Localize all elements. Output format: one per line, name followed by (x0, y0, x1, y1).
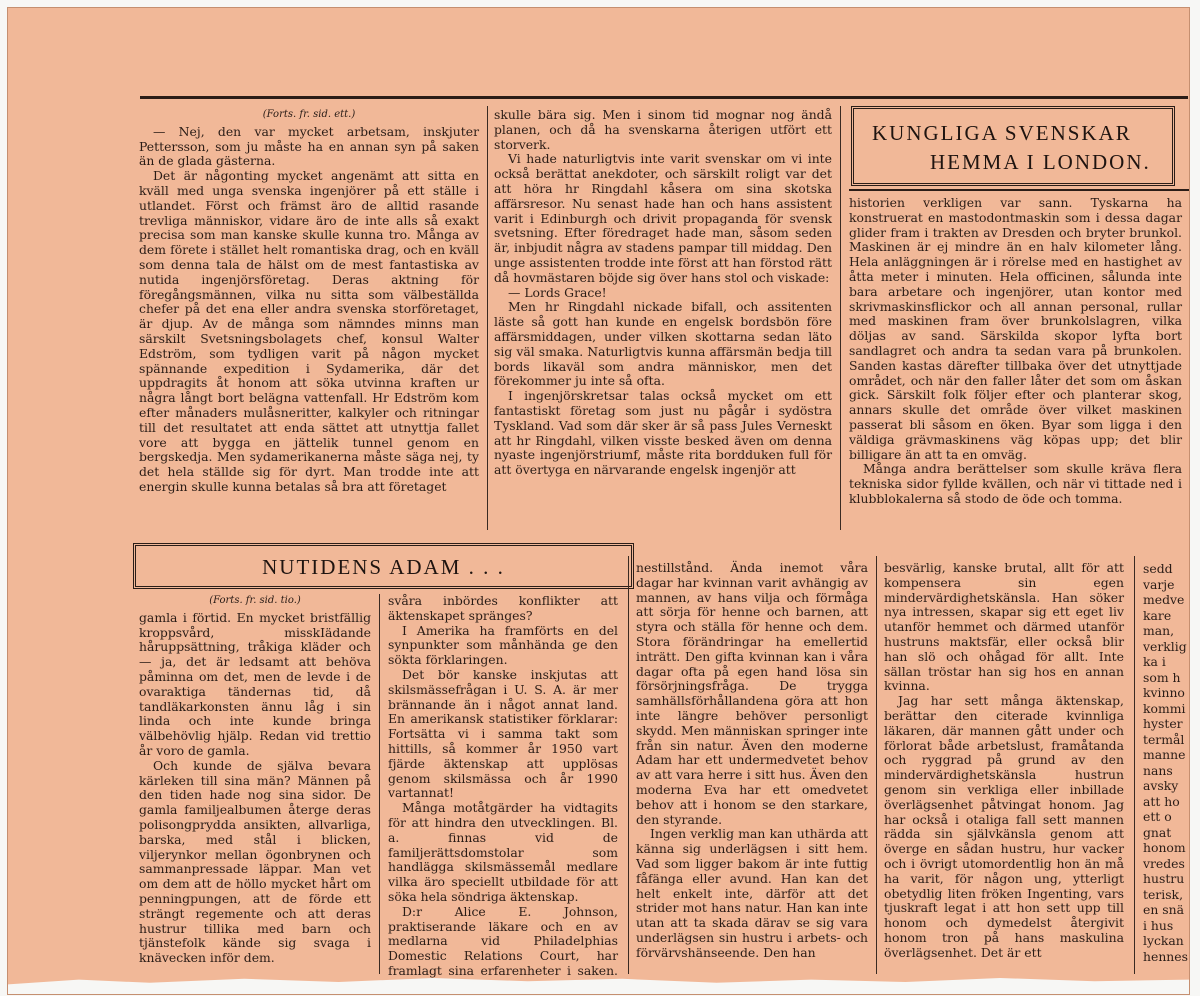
column-divider (628, 556, 629, 974)
paragraph: svåra inbördes konflikter att äktenskapet spränges? (388, 593, 618, 623)
paragraph: D:r Alice E. Johnson, praktiserande läkare och en av medlarna vid Philadelphias Domestic Relations Court, har framlagt sina erfarenheter i saken. (388, 903, 618, 978)
headline-kungliga-svenskar (851, 106, 1175, 186)
fragment-line: sedd (1143, 561, 1173, 576)
torn-edge (8, 978, 1189, 994)
adam-column-3 (636, 561, 868, 968)
top-article-column-2 (494, 108, 832, 528)
london-article-column (849, 196, 1182, 536)
paragraph: besvärlig, kanske brutal, allt för att kompensera sin egen mindervärdighetskänsla. Han söker nya intressen, skapar sig ett eget liv utanför hemmet och därmed utanför hustruns maktsfär, eller också blir han slö och ohågad för allt. Inte sällan tröstar han sig hos en annan kvinna. (884, 560, 1124, 694)
headline-line-2: HEMMA I LONDON. (930, 150, 1151, 174)
fragment-line: hyster (1143, 716, 1183, 731)
fragment-line: nans (1143, 762, 1173, 778)
fragment-line: terisk, (1143, 886, 1184, 902)
headline-line-1: KUNGLIGA SVENSKAR (872, 121, 1132, 145)
fragment-line: lyckan (1143, 933, 1184, 948)
fragment-line: kare (1143, 607, 1172, 623)
top-rule (140, 96, 1188, 99)
fragment-line: som h (1143, 669, 1181, 685)
top-article-column-1 (139, 108, 479, 528)
paragraph: Jag har sett många äktenskap, berättar den citerade kvinnliga läkaren, där mannen gått under och förlorat både arbetslust, framåtanda och ryggrad på grund av den mindervärdighetskänsla hustrun genom sin verkliga eller inbillade överlägsenhet påtvingat honom. Jag har också i otaliga fall sett mannen rädda sin självkänsla genom att överge en sådan hustru, hur vacker och i övrigt utomordentlig hon än må ha varit, för någon ung, ytterligt obetydlig liten fröken Ingenting, vars tjuskraft legat i att hon sett upp till honom och dymedelst återgivit honom tron på hans maskulina överlägsenhet. Det är ett (884, 693, 1124, 960)
fragment-line: man, (1143, 623, 1175, 638)
fragment-line: en snä (1143, 902, 1184, 917)
fragment-line: hennes (1143, 948, 1188, 964)
paragraph: — Nej, den var mycket arbetsam, inskjuter Pettersson, som ju måste ha en annan syn på saken än de glada gästerna. (139, 123, 479, 169)
headline-nutidens-adam (133, 543, 634, 589)
continuation-note: (Forts. fr. sid. ett.) (262, 109, 356, 120)
fragment-line: hustru (1143, 871, 1185, 886)
paragraph: Ingen verklig man kan uthärda att känna sig underlägsen i sitt hem. Vad som ligger bakom är inte futtig fåfänga eller avund. Han kan det helt enkelt inte, därför att det strider mot hans natur. Han kan inte utan att ta skada därav se sig vara underlägsen sin hustru i arbets- och förvärvshänseende. Den han (636, 826, 868, 960)
fragment-line: ka i (1143, 654, 1166, 669)
paragraph: Många andra berättelser som skulle kräva flera tekniska sidor fyllde kvällen, och när vi tittade ned i klubblokalerna så stodo de öde och tomma. (849, 461, 1182, 506)
paragraph: Men hr Ringdahl nickade bifall, och assitenten läste så gott han kunde en engelsk bordsbön före affärsmiddagen, under vilken skottarna sedan läto sig väl smaka. Naturligtvis kunna affärsmän bedja till bords likaväl som andra människor, men det förekommer ju inte så ofta. (494, 299, 832, 389)
paragraph: historien verkligen var sann. Tyskarna ha konstruerat en mastodontmaskin som i dessa dagar glider fram i trakten av Dresden och bryter brunkol. Maskinen är ej mindre än en halv kilometer lång. Hela anläggningen är i rörelse med en hastighet av åtta meter i minuten. Hela officinen, sålunda inte bara arbetare och ingenjörer, utan kontor med skrivmaskinsflickor och all annan personal, rullar med maskinen fram över brunkolslagren, vilka döljas av sand. Särskilda skopor lyfta bort sandlagret och andra ta sedan vara på brunkolen. Sanden kastas därefter tillbaka över det utnyttjade området, och när den faller låter det som om åskan gick. Särskilt folk följer efter och planterar skog, annars skulle det område över vilket maskinen passerat bli såsom en öken. Byar som ligga i den väldiga grävmaskinens väg köpas upp; det blir billigare än att ta en omväg. (849, 195, 1182, 462)
column-divider (840, 106, 841, 530)
fragment-line: vredes (1143, 855, 1185, 871)
paragraph: Det är någonting mycket angenämt att sitta en kväll med unga svenska ingenjörer på ett ställe i utlandet. Först och främst äro de alltid rasande trevliga människor, vidare äro de inte alls så exakt precisa som man kanske skulle kunna tro. Många av dem förete i stället helt romantiska drag, och en kväll som denna tala de hälst om de mest fantastiska av nutida ingenjörsföretag. Deras aktning för föregångsmännen, vilka nu sitta som välbeställda chefer på det ena eller andra svenska storföretaget, är djup. Av de många som nämndes minns man särskilt Svetsningsbolagets chef, konsul Walter Edström, som tydligen varit på någon mycket spännande expedition i Sydamerika, där det uppdragits åt honom att söka utvinna kraften ur några långt bort belägna vattenfall. Hr Edström kom efter månaders mulåsneritter, kalkyler och ritningar till det resultatet att enda sättet att utnyttja fallet vore att bygga en jättelik tunnel genom en bergskedja. Men sydamerikanerna måste säga nej, ty det hela ställde sig för dyrt. Man trodde inte att energin skulle kunna betalas så bra att företaget (139, 168, 479, 494)
fragment-line: varje (1143, 576, 1175, 592)
paragraph: gamla i förtid. En mycket bristfällig kroppsvård, misskIädande håruppsättning, tråkiga kläder och — ja, det är ledsamt att behöva påminna om det, men de levde i de ovaraktiga tändernas tid, då tandläkarkonsten ännu låg i sin linda och inte kunde bringa välbehövlig hjälp. Redan vid trettio år voro de gamla. (139, 609, 371, 758)
paragraph: nestillstånd. Ända inemot våra dagar har kvinnan varit avhängig av mannen, av hans vilja och förmåga att sörja för henne och barnen, att styra och ställa för henne och dem. Stora förändringar ha emellertid inträtt. Den gifta kvinnan kan i våra dagar ofta på egen hand lösa sin försörjningsfråga. De trygga samhällsförhållandena göra att hon inte längre behöver personligt skydd. Men människan springer inte från sin natur. Även den moderne Adam har ett undermedvetet behov av att vara herre i sitt hus. Även den moderna Eva har ett omedvetet behov att i honom se den starkare, den styrande. (636, 560, 868, 827)
continuation-note: (Forts. fr. sid. tio.) (209, 595, 301, 606)
paragraph: I Amerika ha framförts en del synpunkter som månhända ge den sökta förklaringen. (388, 622, 618, 668)
paragraph: I ingenjörskretsar talas också mycket om ett fantastiskt företag som just nu pågår i sydöstra Tyskland. Vad som där sker är så pass Jules Verneskt att hr Ringdahl, vilken visste besked även om denna nyaste ingenjörstriumf, måste rita bordduken full för att övertyga en närvarande engelsk ingenjör att (494, 388, 832, 478)
fragment-line: gnat (1143, 824, 1172, 840)
fragment-line: kvinno (1143, 685, 1185, 700)
paragraph: Vi hade naturligtvis inte varit svenskar om vi inte också berättat anekdoter, och särskilt roligt var det att höra hr Ringdahl kåsera om sina skotska affärsresor. Nu senast hade han och hans assistent varit i Edinburgh och drivit propaganda för svensk svetsning. Efter föredraget hade man, såsom seden är, inbjudit några av stadens pampar till middag. Den unge assistenten trodde inte först att han förstod rätt då hovmästaren böjde sig över hans stol och viskade: (494, 151, 832, 285)
adam-column-5-fragments (1143, 561, 1189, 971)
adam-column-1 (139, 594, 371, 968)
fragment-line: medve (1143, 592, 1185, 607)
adam-column-4 (884, 561, 1124, 968)
newspaper-clipping (7, 7, 1190, 995)
fragment-line: kommi (1143, 700, 1186, 716)
fragment-line: avsky (1143, 778, 1179, 793)
fragment-line: att ho (1143, 793, 1180, 809)
adam-column-2 (388, 593, 618, 978)
fragment-line: i hus (1143, 917, 1174, 933)
fragment-line: manne (1143, 747, 1186, 762)
fragment-line: termål (1143, 731, 1185, 747)
column-divider (1134, 556, 1135, 974)
fragment-line: verklig (1143, 638, 1187, 654)
paragraph: Många motåtgärder ha vidtagits för att hindra den utvecklingen. Bl. a. finnas vid de familjerättsdomstolar som handlägga skilsmässemål medlare vilka äro speciellt utbildade för att söka hela söndriga äktenskap. (388, 800, 618, 904)
column-divider (876, 556, 877, 974)
fragment-line: ett o (1143, 809, 1172, 824)
headline-text: NUTIDENS ADAM . . . (262, 555, 505, 579)
fragment-line: honom (1143, 840, 1186, 855)
paragraph: — Lords Grace! (508, 284, 607, 300)
column-divider (379, 594, 380, 974)
column-divider (487, 106, 488, 530)
headline-underline (849, 189, 1189, 191)
paragraph: Det bör kanske inskjutas att skilsmässefrågan i U. S. A. är mer brännande än i något annat land. En amerikansk statistiker förklarar: Fortsätta vi i samma takt som hittills, så kommer år 1950 vart fjärde äktenskap att upplösas genom skilsmässa och år 1990 vartannat! (388, 666, 618, 801)
paragraph: Och kunde de själva bevara kärleken till sina män? Männen på den tiden hade nog sina sidor. De gamla familjealbumen återge deras polisongprydda ansikten, allvarliga, barska, med stål i blicken, viljerynkor mellan ögonbrynen och sammanpressade läppar. Man vet om dem att de höllo mycket hårt om penningpungen, att de förde ett strängt regemente och att deras hustrur tillika med barn och tjänstefolk kände sig svaga i knävecken inför dem. (139, 757, 371, 966)
paragraph: skulle bära sig. Men i sinom tid mognar nog ändå planen, och då ha svenskarna återigen utfört ett storverk. (494, 107, 832, 152)
